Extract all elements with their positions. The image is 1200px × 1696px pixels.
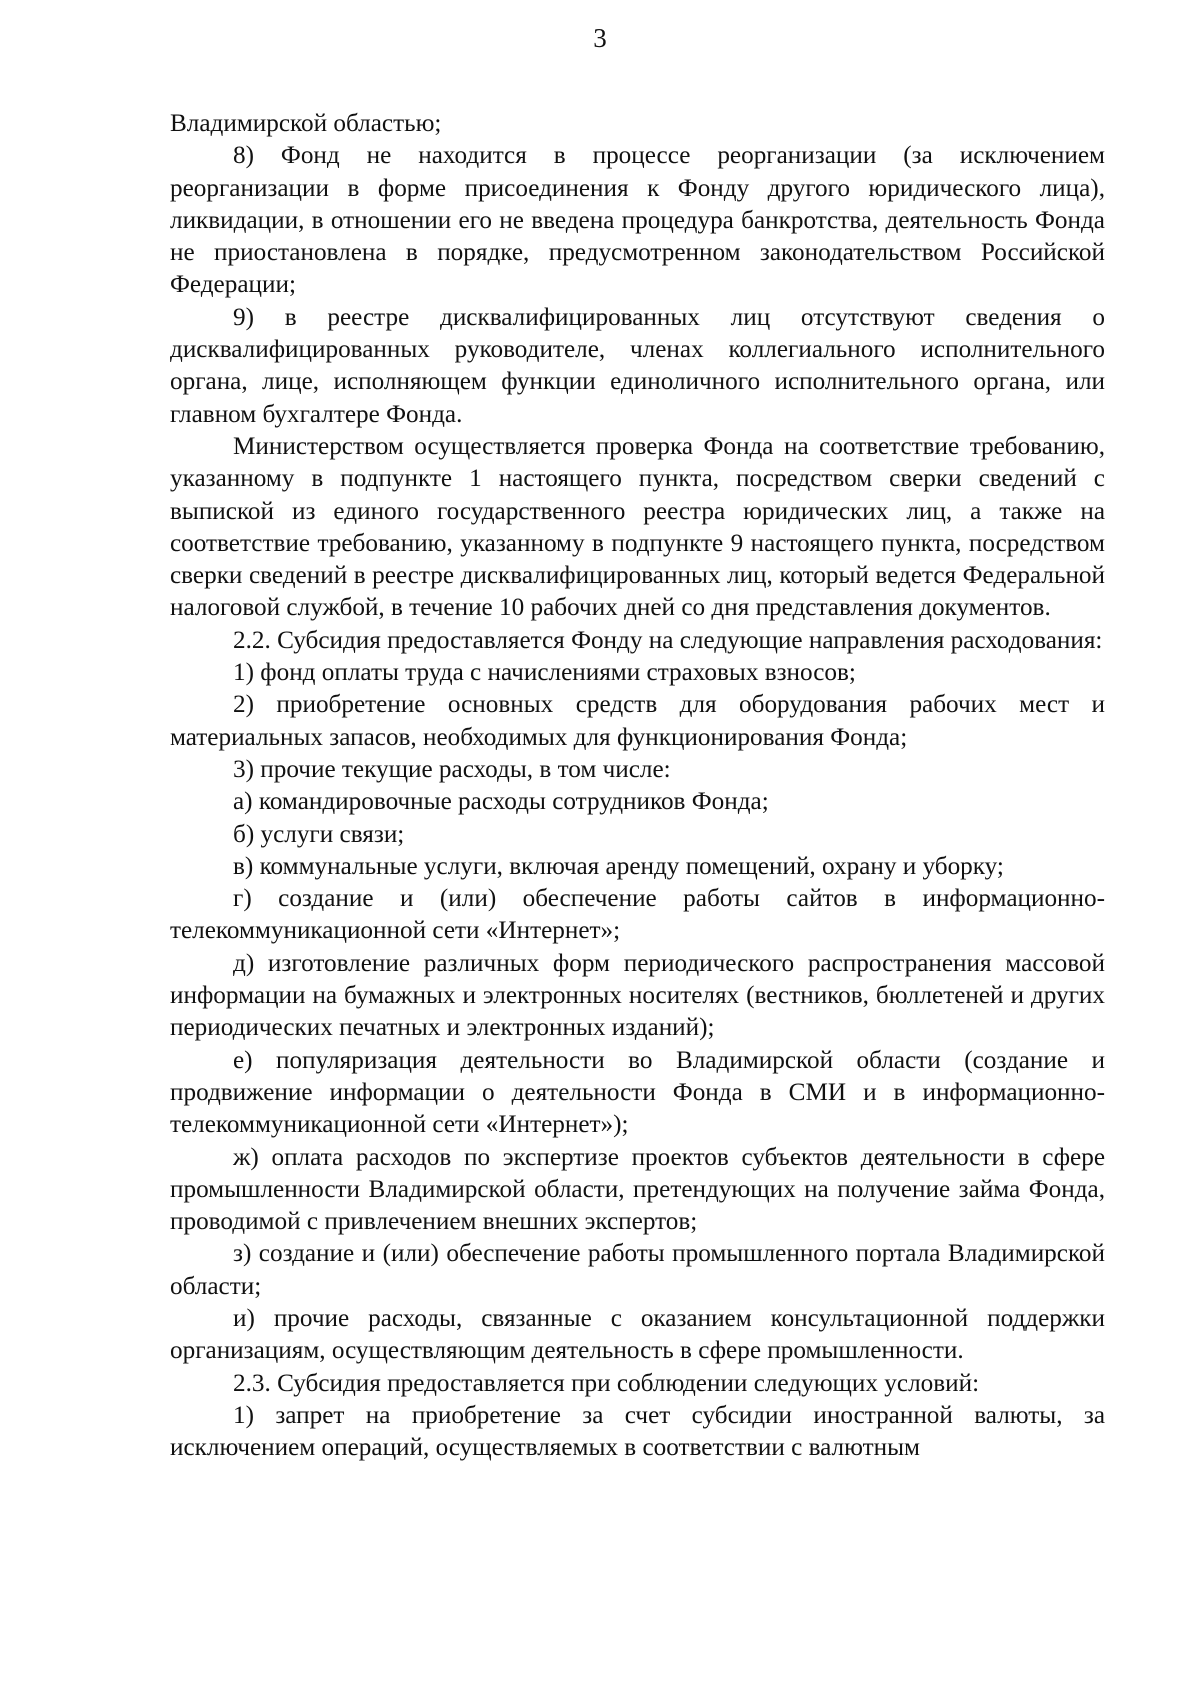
list-item: б) услуги связи; (233, 820, 405, 848)
list-item: 2) приобретение основных средств для оборудования рабочих мест и материальных запасов, необходимых для функционирования Фонда; (170, 691, 1105, 751)
list-item: 3) прочие текущие расходы, в том числе: (233, 755, 671, 783)
section-heading-2-3: 2.3. Субсидия предоставляется при соблюдении следующих условий: (233, 1369, 980, 1397)
paragraph: 9) в реестре дисквалифицированных лиц отсутствуют сведения о дисквалифицированных руководителе, членах коллегиального исполнительного органа, лице, исполняющем функции единоличного исполнительного органа, или главном бухгалтере Фонда. (170, 303, 1105, 428)
section-heading-2-2: 2.2. Субсидия предоставляется Фонду на следующие направления расходования: (233, 626, 1103, 654)
list-item: ж) оплата расходов по экспертизе проектов субъектов деятельности в сфере промышленности Владимирской области, претендующих на получение займа Фонда, проводимой с привлечением внешних экспертов; (170, 1143, 1105, 1236)
list-item: а) командировочные расходы сотрудников Фонда; (233, 788, 769, 816)
document-body (170, 108, 1105, 1464)
page-number: 3 (593, 23, 607, 53)
paragraph: Министерством осуществляется проверка Фонда на соответствие требованию, указанному в подпункте 1 настоящего пункта, посредством сверки сведений с выпиской из единого государственного реестра юридических лиц, а также на соответствие требованию, указанному в подпункте 9 настоящего пункта, посредством сверки сведений в реестре дисквалифицированных лиц, который ведется Федеральной налоговой службой, в течение 10 рабочих дней со дня представления документов. (170, 432, 1105, 622)
list-item: г) создание и (или) обеспечение работы сайтов в информационно-телекоммуникационной сети «Интернет»; (170, 885, 1105, 945)
list-item: 1) фонд оплаты труда с начислениями страховых взносов; (233, 659, 856, 687)
list-item: в) коммунальные услуги, включая аренду помещений, охрану и уборку; (233, 852, 1004, 880)
list-item: и) прочие расходы, связанные с оказанием консультационной поддержки организациям, осуществляющим деятельность в сфере промышленности. (170, 1304, 1105, 1365)
list-item: д) изготовление различных форм периодического распространения массовой информации на бумажных и электронных носителях (вестников, бюллетеней и других периодических печатных и электронных изданий); (170, 949, 1105, 1042)
paragraph: 8) Фонд не находится в процессе реорганизации (за исключением реорганизации в форме присоединения к Фонду другого юридического лица), ликвидации, в отношении его не введена процедура банкротства, деятельность Фонда не приостановлена в порядке, предусмотренном законодательством Российской Федерации; (170, 142, 1105, 299)
list-item: 1) запрет на приобретение за счет субсидии иностранной валюты, за исключением операций, осуществляемых в соответствии с валютным (170, 1401, 1105, 1462)
list-item: з) создание и (или) обеспечение работы промышленного портала Владимирской области; (170, 1240, 1105, 1300)
paragraph: Владимирской областью; (170, 110, 442, 137)
list-item: е) популяризация деятельности во Владимирской области (создание и продвижение информации о деятельности Фонда в СМИ и в информационно-телекоммуникационной сети «Интернет»); (170, 1046, 1105, 1139)
